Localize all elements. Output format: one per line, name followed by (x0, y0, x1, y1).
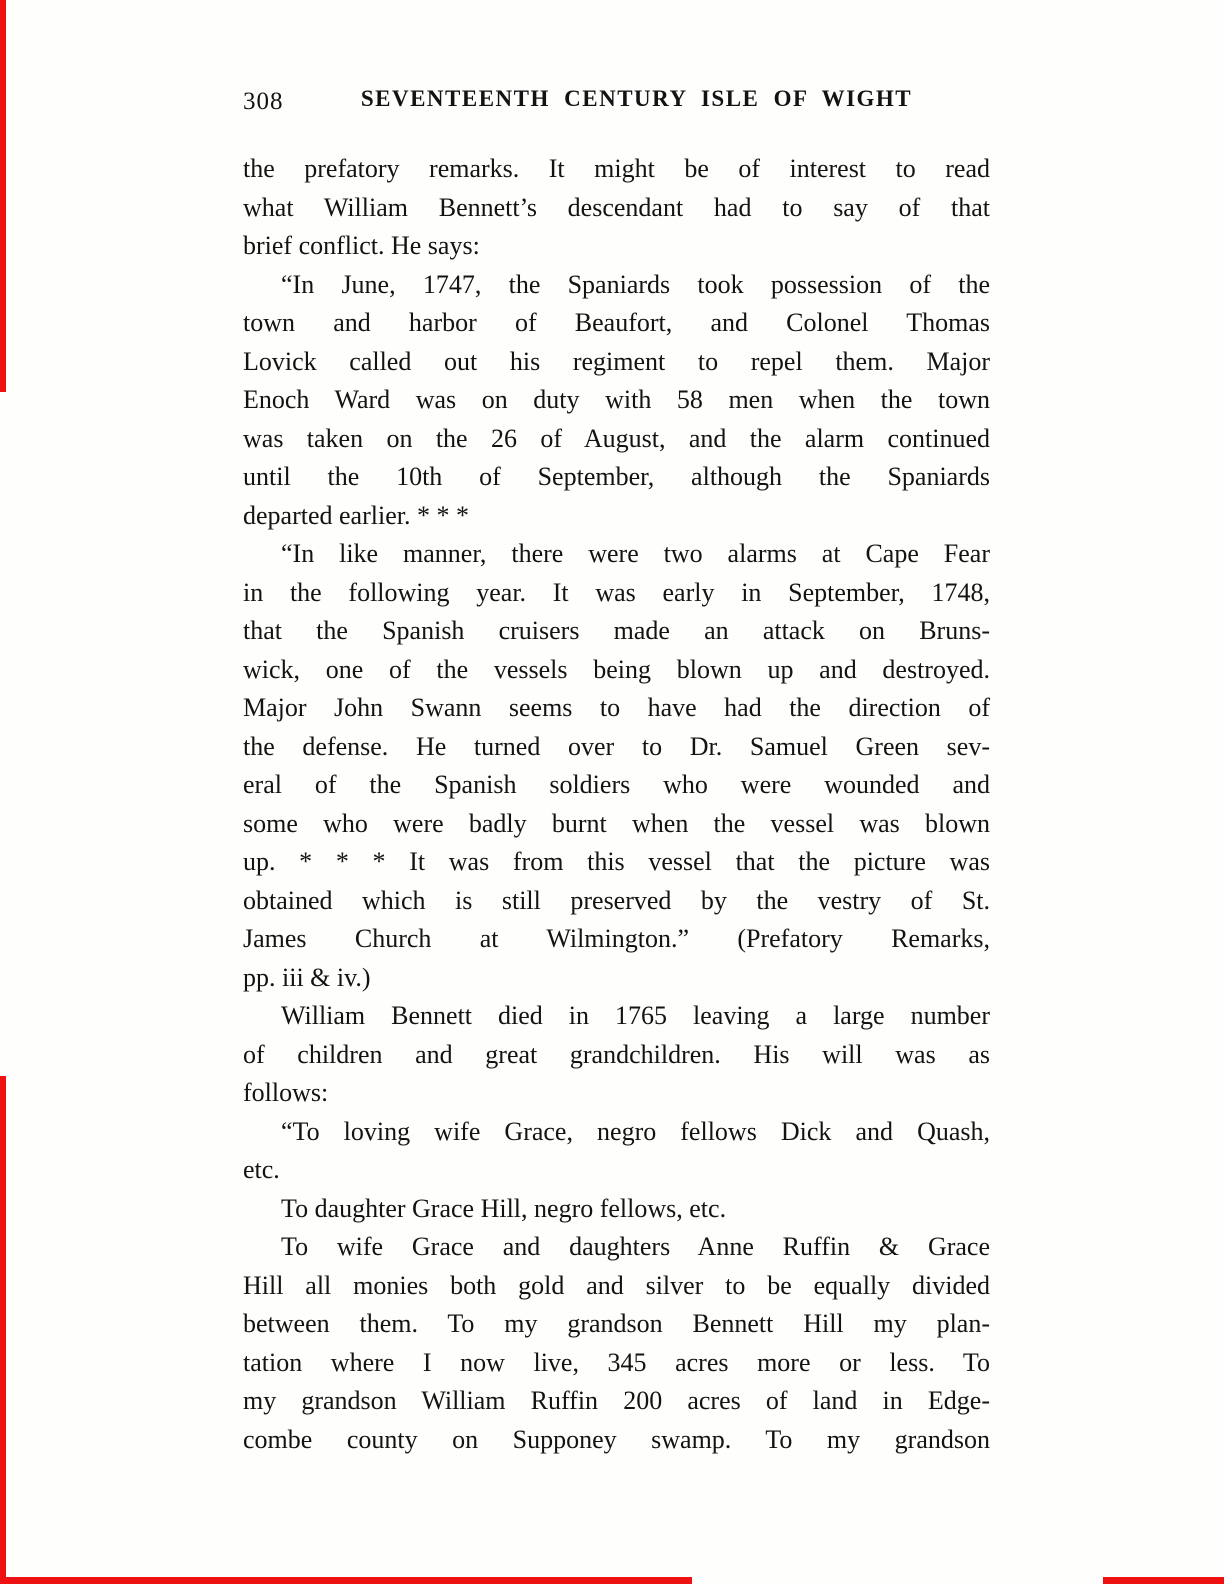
text-line: tation where I now live, 345 acres more or less. To (243, 1347, 990, 1377)
text-line: Hill all monies both gold and silver to be equally divided (243, 1270, 990, 1300)
text-line: etc. (243, 1155, 280, 1184)
text-line: wick, one of the vessels being blown up and destroyed. (243, 654, 990, 684)
text-line: “In like manner, there were two alarms at Cape Fear (281, 539, 990, 568)
text-line: Major John Swann seems to have had the direction of (243, 693, 990, 722)
text-line: departed earlier. * * * (243, 500, 469, 530)
text-line: To daughter Grace Hill, negro fellows, etc. (281, 1193, 727, 1223)
page-header (243, 86, 990, 120)
text-line: up. * * * It was from this vessel that the picture was (243, 847, 990, 876)
text-line: of children and great grandchildren. His will was as (243, 1039, 990, 1069)
text-line: combe county on Supponey swamp. To my grandson (243, 1424, 990, 1454)
text-line: Lovick called out his regiment to repel them. Major (243, 346, 990, 376)
text-line: town and harbor of Beaufort, and Colonel Thomas (243, 308, 990, 337)
text-line: the prefatory remarks. It might be of interest to read (243, 154, 990, 183)
text-line: “To loving wife Grace, negro fellows Dick and Quash, (281, 1116, 990, 1146)
running-title: SEVENTEENTH CENTURY ISLE OF WIGHT (360, 86, 913, 111)
text-line: until the 10th of September, although the Spaniards (243, 462, 990, 491)
scan-edge-artifact-left-bottom (0, 1076, 6, 1584)
text-line: between them. To my grandson Bennett Hill my plan- (243, 1309, 990, 1338)
scan-edge-artifact-left-top (0, 0, 6, 392)
text-line: eral of the Spanish soldiers who were wounded and (243, 770, 990, 799)
text-line: To wife Grace and daughters Anne Ruffin & Grace (281, 1232, 990, 1261)
text-line: obtained which is still preserved by the vestry of St. (243, 885, 990, 915)
scan-edge-artifact-bottom-right (1103, 1577, 1224, 1584)
text-line: that the Spanish cruisers made an attack on Bruns- (243, 616, 990, 645)
text-line: some who were badly burnt when the vessel was blown (243, 808, 990, 838)
scan-edge-artifact-bottom-left (0, 1577, 692, 1584)
text-line: was taken on the 26 of August, and the alarm continued (243, 423, 990, 453)
text-line: Enoch Ward was on duty with 58 men when the town (243, 385, 990, 414)
text-line: follows: (243, 1078, 329, 1107)
page-number: 308 (243, 88, 284, 115)
text-line: in the following year. It was early in September, 1748, (243, 577, 990, 607)
text-line: James Church at Wilmington.” (Prefatory Remarks, (243, 924, 990, 953)
text-line: brief conflict. He says: (243, 231, 480, 260)
text-line: the defense. He turned over to Dr. Samuel Green sev- (243, 731, 990, 761)
text-line: what William Bennett’s descendant had to say of that (243, 192, 990, 222)
text-line: pp. iii & iv.) (243, 962, 371, 992)
body-text-block (243, 150, 990, 1459)
text-line: William Bennett died in 1765 leaving a large number (281, 1001, 990, 1030)
text-line: “In June, 1747, the Spaniards took possession of the (281, 269, 990, 299)
text-line: my grandson William Ruffin 200 acres of land in Edge- (243, 1386, 990, 1415)
